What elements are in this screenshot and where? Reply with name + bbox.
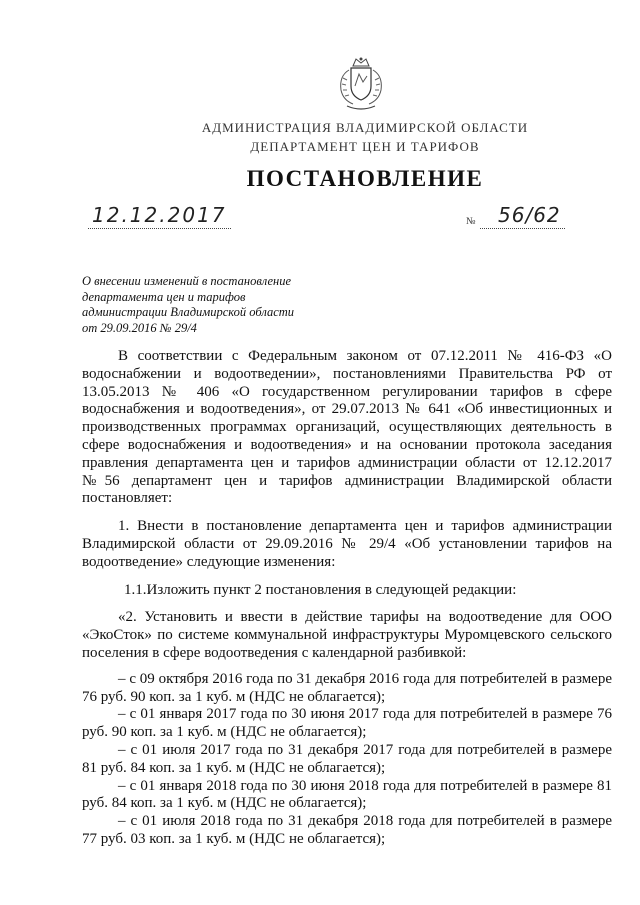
- item-1-1-paragraph: 1.1.Изложить пункт 2 постановления в следующей редакции:: [124, 581, 517, 598]
- preamble-paragraph: В соответствии с Федеральным законом от 07.12.2011 № 416-ФЗ «О водоснабжении и водоотведении», постановлениями Правительства РФ от 13.05.2013 № 406 «О государственном регулировании тарифов в сфере водоснабжения и водоотведения», от 29.07.2013 № 641 «Об инвестиционных и производственных программах организаций, осуществляющих деятельность в сфере водоснабжения и водоотведения» и на основании протокола заседания правления департамента цен и тарифов администрации области от 12.12.2017 №56 департамент цен и тарифов администрации Владимирской области постановляет:: [82, 348, 612, 507]
- subject-line: администрации Владимирской области: [82, 305, 295, 319]
- subject-line: департамента цен и тарифов: [82, 289, 246, 304]
- subject-line: О внесении изменений в постановление: [82, 274, 292, 288]
- department-name: ДЕПАРТАМЕНТ ЦЕН И ТАРИФОВ: [250, 139, 480, 154]
- tariff-list: [82, 671, 612, 849]
- number-sign: №: [466, 216, 476, 227]
- document-subject: [82, 274, 342, 336]
- tariff-item: – с 01 июля 2018 года по 31 декабря 2018 года для потребителей в размере 77 руб. 03 коп. за 1 куб. м (НДС не облагается);: [82, 813, 612, 847]
- subject-line: от 29.09.2016 № 29/4: [82, 320, 197, 335]
- item-1-paragraph: 1. Внести в постановление департамента цен и тарифов администрации Владимирской области от 29.09.2016 № 29/4 «Об установлении тарифов на водоотведение» следующие изменения:: [82, 518, 612, 570]
- tariff-item: – с 01 июля 2017 года по 31 декабря 2017 года для потребителей в размере 81 руб. 84 коп. за 1 куб. м (НДС не облагается);: [82, 741, 612, 776]
- document-title: ПОСТАНОВЛЕНИЕ: [246, 166, 484, 191]
- document-number: 56/62: [480, 203, 565, 229]
- organization-name: АДМИНИСТРАЦИЯ ВЛАДИМИРСКОЙ ОБЛАСТИ: [201, 120, 529, 135]
- document-date: 12.12.2017: [88, 203, 231, 229]
- quote-intro-paragraph: «2. Установить и ввести в действие тарифы на водоотведение для ООО «ЭкоСток» по системе коммунальной инфраструктуры Муромцевского сельского поселения в сфере водоотведения с календарной разбивкой:: [82, 609, 612, 661]
- tariff-item: – с 09 октября 2016 года по 31 декабря 2016 года для потребителей в размере 76 руб. 90 коп. за 1 куб. м (НДС не облагается);: [82, 670, 612, 705]
- coat-of-arms-emblem: [331, 56, 391, 112]
- tariff-item: – с 01 января 2017 года по 30 июня 2017 года для потребителей в размере 76 руб. 90 коп. за 1 куб. м (НДС не облагается);: [82, 706, 612, 741]
- document-body: [82, 348, 612, 849]
- tariff-item: – с 01 января 2018 года по 30 июня 2018 года для потребителей в размере 81 руб. 84 коп. за 1 куб. м (НДС не облагается);: [82, 777, 612, 812]
